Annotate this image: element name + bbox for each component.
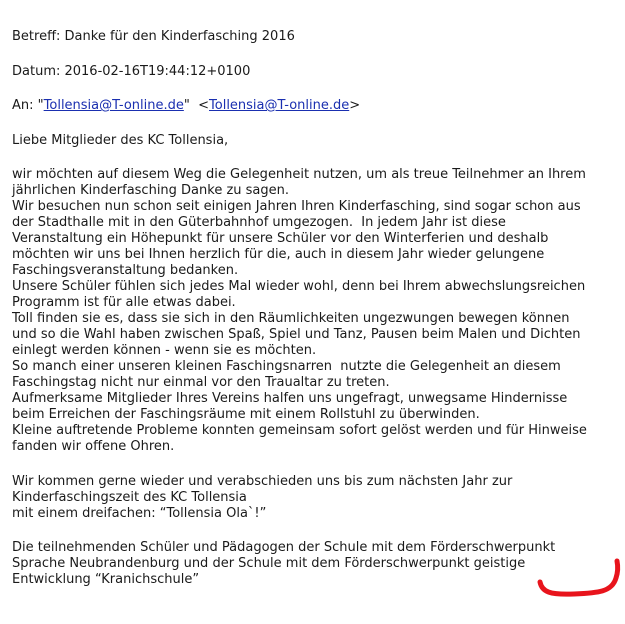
recipient-quote-open: "	[37, 98, 44, 113]
signature-line: Sprache Neubrandenburg und der Schule mit dem Förderschwerpunkt geistige	[12, 556, 526, 571]
body-line: Kleine auftretende Probleme konnten gemeinsam sofort gelöst werden und für Hinweise	[12, 423, 587, 438]
recipient-name-link[interactable]: Tollensia@T-online.de	[43, 98, 184, 113]
email-greeting: Liebe Mitglieder des KC Tollensia,	[12, 133, 229, 148]
signature-line: Die teilnehmenden Schüler und Pädagogen der Schule mit dem Förderschwerpunkt	[12, 540, 556, 555]
email-subject: Betreff: Danke für den Kinderfasching 2016	[12, 29, 295, 44]
body-line: fanden wir offene Ohren.	[12, 439, 175, 454]
body-line: Wir besuchen nun schon seit einigen Jahren Ihren Kinderfasching, sind sogar schon aus	[12, 199, 581, 214]
body-line: So manch einer unseren kleinen Faschingsnarren nutzte die Gelegenheit an diesem	[12, 359, 561, 374]
body-line: wir möchten auf diesem Weg die Gelegenheit nutzen, um als treue Teilnehmer an Ihrem	[12, 167, 586, 182]
body-line: Faschingstag nicht nur einmal vor den Traualtar zu treten.	[12, 375, 390, 390]
body-line: Toll finden sie es, dass sie sich in den Räumlichkeiten ungezwungen bewegen können	[12, 311, 570, 326]
recipient-address-link[interactable]: Tollensia@T-online.de	[209, 98, 350, 113]
recipient-bracket-open: <	[198, 98, 210, 113]
body-line: jährlichen Kinderfasching Danke zu sagen.	[12, 183, 290, 198]
closing-line: Kinderfaschingszeit des KC Tollensia	[12, 490, 247, 505]
body-line: und so die Wahl haben zwischen Spaß, Spiel und Tanz, Pausen beim Malen und Dichten	[12, 327, 581, 342]
recipient-label: An:	[12, 98, 38, 113]
red-annotation-stroke	[534, 556, 624, 606]
closing-line: Wir kommen gerne wieder und verabschieden uns bis zum nächsten Jahr zur	[12, 474, 513, 489]
closing-line: mit einem dreifachen: “Tollensia Ola`!”	[12, 506, 267, 521]
body-line: Aufmerksame Mitglieder Ihres Vereins halfen uns ungefragt, unwegsame Hindernisse	[12, 391, 568, 406]
recipient-quote-close: "	[183, 98, 190, 113]
body-line: möchten wir uns bei Ihnen herzlich für die, auch in diesem Jahr wieder gelungene	[12, 247, 545, 262]
recipient-bracket-close: >	[349, 98, 361, 113]
body-line: Veranstaltung ein Höhepunkt für unsere Schüler vor den Winterferien und deshalb	[12, 231, 549, 246]
email-date: Datum: 2016-02-16T19:44:12+0100	[12, 64, 251, 79]
body-line: Programm ist für alle etwas dabei.	[12, 295, 236, 310]
body-line: beim Erreichen der Faschingsräume mit einem Rollstuhl zu überwinden.	[12, 407, 480, 422]
signature-line: Entwicklung “Kranichschule”	[12, 572, 200, 587]
body-line: einlegt werden können - wenn sie es möchten.	[12, 343, 317, 358]
body-line: Unsere Schüler fühlen sich jedes Mal wieder wohl, denn bei Ihrem abwechslungsreichen	[12, 279, 586, 294]
body-line: Faschingsveranstaltung bedanken.	[12, 263, 239, 278]
body-line: der Stadthalle mit in den Güterbahnhof umgezogen. In jedem Jahr ist diese	[12, 215, 506, 230]
email-recipient	[12, 98, 360, 114]
